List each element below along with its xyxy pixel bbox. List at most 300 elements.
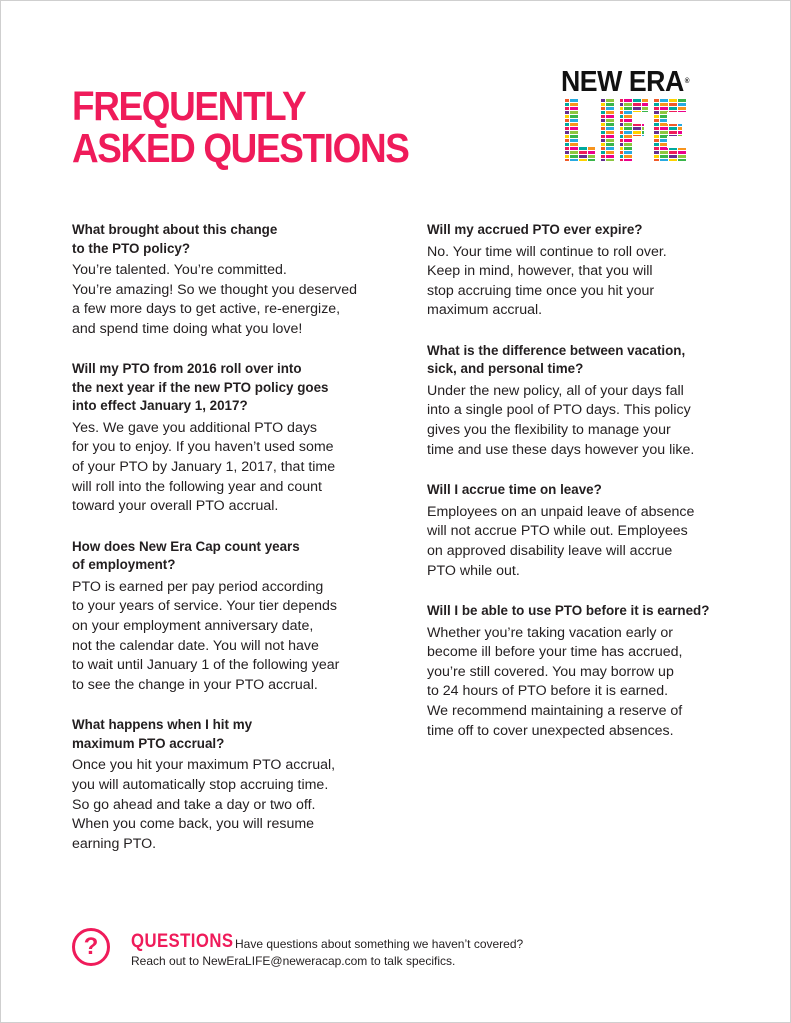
logo-word-block <box>669 103 677 106</box>
logo-word-block <box>570 131 578 134</box>
logo-word-block <box>651 135 659 138</box>
faq-item <box>72 221 372 339</box>
logo-word-block <box>597 107 605 110</box>
logo-word-block <box>660 159 668 162</box>
logo-word-block <box>570 111 578 114</box>
logo-word-block <box>561 127 569 130</box>
faq-answer-line: Yes. We gave you additional PTO days <box>72 419 318 436</box>
footer-heading: QUESTIONS <box>131 931 234 952</box>
faq-question-line: Will I accrue time on leave? <box>427 482 602 498</box>
logo-word-block <box>606 111 614 114</box>
logo-word-block <box>579 143 587 146</box>
logo-word-block <box>642 135 650 138</box>
logo-word-block <box>597 127 605 130</box>
logo-word-block <box>624 123 632 126</box>
logo-word-block <box>633 127 641 130</box>
logo-word-block <box>678 155 686 158</box>
logo-word-block <box>687 119 695 122</box>
logo-word-block <box>597 155 605 158</box>
faq-answer-line: toward your overall PTO accrual. <box>72 498 279 515</box>
logo-word-block <box>606 99 614 102</box>
faq-answer-line: When you come back, you will resume <box>72 816 315 833</box>
logo-word-block <box>660 103 668 106</box>
faq-answer-line: on approved disability leave will accrue <box>427 542 673 559</box>
logo-word-block <box>570 107 578 110</box>
faq-question-line: Will my accrued PTO ever expire? <box>427 222 643 237</box>
logo-word-block <box>669 155 677 158</box>
logo-word-block <box>651 103 659 106</box>
logo-word-block <box>660 123 668 126</box>
faq-answer <box>427 624 727 742</box>
footer-contact-text: Reach out to NewEraLIFE@neweracap.com to talk specifics. <box>131 954 456 968</box>
logo-word-block <box>651 115 659 118</box>
logo-word-block <box>651 131 659 134</box>
logo-word-block <box>579 135 587 138</box>
logo-word-block <box>660 135 668 138</box>
logo-word-block <box>588 99 596 102</box>
logo-word-block <box>687 159 695 162</box>
logo-word-block <box>561 135 569 138</box>
logo-word-block <box>615 131 623 134</box>
logo-word-block <box>597 143 605 146</box>
logo-word-block <box>687 127 695 130</box>
logo-word-block <box>678 115 686 118</box>
faq-item <box>72 360 372 516</box>
logo-word-block <box>633 151 641 154</box>
logo-word-block <box>642 159 650 162</box>
logo-word-block <box>678 111 686 114</box>
logo-word-block <box>687 135 695 138</box>
logo-word-block <box>606 103 614 106</box>
logo-word-block <box>597 135 605 138</box>
faq-answer <box>427 382 727 460</box>
logo-word-block <box>561 107 569 110</box>
faq-answer-line: time off to cover unexpected absences. <box>427 722 674 739</box>
logo-word-block <box>678 135 686 138</box>
faq-answer-line: will not accrue PTO while out. Employees <box>427 523 688 540</box>
faq-answer-line: No. Your time will continue to roll over. <box>427 243 667 260</box>
logo-word-block <box>597 147 605 150</box>
faq-answer-line: You’re talented. You’re committed. <box>72 262 287 278</box>
logo-word-block <box>597 119 605 122</box>
faq-answer-line: PTO while out. <box>427 562 520 579</box>
logo-word-block <box>615 99 623 102</box>
logo-word-block <box>633 103 641 106</box>
logo-word-block <box>633 139 641 142</box>
faq-answer-line: to wait until January 1 of the following year <box>72 657 340 674</box>
logo-word-block <box>687 147 695 150</box>
faq-answer-line: into a single pool of PTO days. This policy <box>427 402 691 419</box>
faq-answer-line: will roll into the following year and count <box>72 478 322 495</box>
faq-question <box>427 602 727 621</box>
logo-word-block <box>660 119 668 122</box>
logo-word-block <box>669 119 677 122</box>
logo-word-block <box>579 103 587 106</box>
logo-word-block <box>687 139 695 142</box>
logo-word-block <box>660 107 668 110</box>
faq-item <box>427 342 727 460</box>
logo-word-block <box>579 159 587 162</box>
logo-word-block <box>651 139 659 142</box>
faq-answer <box>72 578 372 696</box>
logo-word-block <box>642 119 650 122</box>
faq-answer-line: gives you the flexibility to manage your <box>427 422 671 439</box>
faq-answer <box>427 243 727 321</box>
logo-word-block <box>651 151 659 154</box>
logo-word-block <box>624 99 632 102</box>
faq-answer-line: We recommend maintaining a reserve of <box>427 703 683 719</box>
logo-word-block <box>588 143 596 146</box>
logo-word-block <box>597 115 605 118</box>
logo-word-block <box>597 99 605 102</box>
faq-answer-line: stop accruing time once you hit your <box>427 282 655 299</box>
logo-word-block <box>633 135 641 138</box>
logo-word-block <box>624 135 632 138</box>
logo-word-block <box>642 143 650 146</box>
logo-word-block <box>633 159 641 162</box>
logo-word-block <box>615 119 623 122</box>
logo-word-block <box>588 123 596 126</box>
logo-word-block <box>588 147 596 150</box>
logo-word-block <box>678 139 686 142</box>
logo-word-block <box>660 99 668 102</box>
faq-answer-line: You’re amazing! So we thought you deserved <box>72 281 357 298</box>
logo-word-block <box>633 155 641 158</box>
logo-word-block <box>678 143 686 146</box>
page-title-line: ASKED QUESTIONS <box>72 125 409 171</box>
faq-question-line: Will I be able to use PTO before it is earned? <box>427 603 710 619</box>
logo-word-block <box>570 139 578 142</box>
logo-word-block <box>642 147 650 150</box>
faq-question <box>72 221 372 258</box>
logo-word-block <box>624 143 632 146</box>
faq-answer-line: and spend time doing what you love! <box>72 320 303 337</box>
faq-answer-line: Once you hit your maximum PTO accrual, <box>72 757 336 774</box>
logo-word-block <box>660 155 668 158</box>
faq-answer-line: So go ahead and take a day or two off. <box>72 796 316 813</box>
logo-word-block <box>597 151 605 154</box>
logo-word-block <box>687 123 695 126</box>
logo-word-block <box>687 151 695 154</box>
logo-word-block <box>678 159 686 162</box>
logo-word-block <box>660 127 668 130</box>
logo-word-block <box>579 99 587 102</box>
faq-item <box>427 602 727 741</box>
logo-word-block <box>624 107 632 110</box>
faq-item <box>427 221 727 321</box>
logo-word-block <box>615 127 623 130</box>
logo-word-block <box>597 139 605 142</box>
logo-word-block <box>588 119 596 122</box>
logo-word-block <box>687 115 695 118</box>
faq-question-line: of employment? <box>72 557 176 573</box>
logo-word-block <box>624 147 632 150</box>
logo-word-block <box>588 155 596 158</box>
logo-word-block <box>660 115 668 118</box>
logo-word-block <box>615 159 623 162</box>
logo-word-block <box>588 115 596 118</box>
faq-item <box>72 716 372 854</box>
logo-word-block <box>588 139 596 142</box>
logo-word-block <box>570 119 578 122</box>
logo-word-block <box>606 151 614 154</box>
faq-right-column <box>427 221 727 762</box>
logo-word-block <box>615 115 623 118</box>
faq-question <box>72 360 372 416</box>
logo-word-block <box>570 99 578 102</box>
logo-word-block <box>606 115 614 118</box>
logo-word-block <box>660 147 668 150</box>
logo-word-block <box>561 111 569 114</box>
logo-word-block <box>633 123 641 126</box>
faq-answer-line: PTO is earned per pay period according <box>72 578 324 595</box>
logo-word-block <box>579 147 587 150</box>
logo-word-block <box>615 151 623 154</box>
logo-word-block <box>561 99 569 102</box>
faq-question-line: to the PTO policy? <box>72 240 191 256</box>
logo-word-block <box>570 123 578 126</box>
logo-word-block <box>669 111 677 114</box>
logo-word-block <box>669 107 677 110</box>
faq-answer-line: Whether you’re taking vacation early or <box>427 624 674 641</box>
logo-word-block <box>561 147 569 150</box>
logo-word-block <box>660 151 668 154</box>
logo-word-block <box>624 103 632 106</box>
logo-word-block <box>669 127 677 130</box>
logo-word-block <box>615 155 623 158</box>
faq-question-line: the next year if the new PTO policy goes <box>72 379 329 395</box>
faq-answer-line: Keep in mind, however, that you will <box>427 263 653 280</box>
logo-word-block <box>606 119 614 122</box>
logo-word-block <box>642 107 650 110</box>
logo-word-block <box>633 111 641 114</box>
logo-word-block <box>651 155 659 158</box>
faq-question <box>427 342 727 379</box>
logo-word-block <box>669 99 677 102</box>
life-wordcloud-icon <box>561 67 703 167</box>
question-mark-circle-icon: ? <box>72 928 110 966</box>
logo-word-block <box>669 115 677 118</box>
logo-word-block <box>642 131 650 134</box>
logo-word-block <box>615 139 623 142</box>
logo-word-block <box>633 107 641 110</box>
logo-word-block <box>561 159 569 162</box>
faq-answer-line: Under the new policy, all of your days fall <box>427 382 684 399</box>
logo-word-block <box>642 99 650 102</box>
logo-word-block <box>570 103 578 106</box>
logo-word-block <box>687 143 695 146</box>
logo-word-block <box>579 131 587 134</box>
logo-word-block <box>687 111 695 114</box>
faq-question-line: maximum PTO accrual? <box>72 735 225 751</box>
faq-question-line: sick, and personal time? <box>427 361 584 377</box>
logo-word-block <box>606 127 614 130</box>
logo-word-block <box>642 123 650 126</box>
logo-word-block <box>579 107 587 110</box>
logo-word-block <box>570 155 578 158</box>
logo-word-block <box>561 115 569 118</box>
logo-word-block <box>678 131 686 134</box>
logo-word-block <box>678 127 686 130</box>
questions-footer <box>72 928 712 972</box>
logo-word-block <box>651 143 659 146</box>
logo-word-block <box>651 127 659 130</box>
logo-word-block <box>651 159 659 162</box>
logo-word-block <box>579 139 587 142</box>
logo-word-block <box>624 151 632 154</box>
logo-word-block <box>588 111 596 114</box>
faq-answer <box>72 419 372 517</box>
logo-word-block <box>669 123 677 126</box>
logo-word-block <box>624 155 632 158</box>
faq-item <box>427 481 727 581</box>
logo-word-block <box>624 127 632 130</box>
faq-question <box>72 538 372 575</box>
faq-answer-line: for you to enjoy. If you haven’t used some <box>72 439 334 456</box>
faq-left-column <box>72 221 372 875</box>
logo-word-block <box>660 131 668 134</box>
logo-word-block <box>651 107 659 110</box>
logo-word-block <box>642 155 650 158</box>
logo-word-block <box>561 123 569 126</box>
logo-word-block <box>579 123 587 126</box>
faq-answer-line: of your PTO by January 1, 2017, that time <box>72 459 336 476</box>
logo-word-block <box>624 115 632 118</box>
faq-question <box>72 716 372 753</box>
logo-word-block <box>678 123 686 126</box>
faq-question <box>427 221 727 240</box>
logo-word-block <box>678 103 686 106</box>
logo-word-block <box>633 115 641 118</box>
logo-word-block <box>588 107 596 110</box>
logo-word-block <box>669 159 677 162</box>
logo-word-block <box>615 123 623 126</box>
logo-word-block <box>570 159 578 162</box>
logo-word-block <box>570 115 578 118</box>
logo-word-block <box>606 107 614 110</box>
logo-word-block <box>579 119 587 122</box>
logo-word-block <box>615 103 623 106</box>
faq-answer-line: you will automatically stop accruing time. <box>72 777 329 793</box>
logo-word-block <box>570 127 578 130</box>
logo-word-block <box>633 99 641 102</box>
logo-word-block <box>597 159 605 162</box>
logo-word-block <box>588 159 596 162</box>
logo-word-block <box>633 147 641 150</box>
logo-word-block <box>615 143 623 146</box>
page-title <box>72 85 409 169</box>
logo-word-block <box>624 159 632 162</box>
logo-word-block <box>570 151 578 154</box>
logo-word-block <box>579 111 587 114</box>
logo-word-block <box>597 131 605 134</box>
logo-word-block <box>678 119 686 122</box>
logo-word-block <box>678 107 686 110</box>
logo-word-block <box>678 147 686 150</box>
logo-word-block <box>588 127 596 130</box>
logo-word-block <box>687 107 695 110</box>
logo-word-block <box>678 99 686 102</box>
faq-answer-line: to see the change in your PTO accrual. <box>72 676 318 693</box>
faq-question-line: What is the difference between vacation, <box>427 342 686 358</box>
logo-word-block <box>642 111 650 114</box>
logo-word-block <box>606 143 614 146</box>
faq-answer-line: a few more days to get active, re-energize, <box>72 301 341 318</box>
logo-word-block <box>624 139 632 142</box>
logo-word-block <box>669 139 677 142</box>
logo-word-block <box>606 155 614 158</box>
logo-word-block <box>651 147 659 150</box>
logo-word-block <box>642 127 650 130</box>
logo-word-block <box>669 135 677 138</box>
logo-word-block <box>624 119 632 122</box>
logo-word-block <box>588 151 596 154</box>
logo-word-block <box>561 151 569 154</box>
logo-word-block <box>669 151 677 154</box>
logo-word-block <box>588 103 596 106</box>
logo-word-block <box>687 131 695 134</box>
logo-word-block <box>642 151 650 154</box>
logo-word-block <box>606 135 614 138</box>
faq-question-line: Will my PTO from 2016 roll over into <box>72 361 302 377</box>
faq-answer-line: time and use these days however you like. <box>427 441 695 458</box>
logo-word-block <box>660 139 668 142</box>
logo-brand-text: NEW ERA® <box>561 66 689 98</box>
logo-word-block <box>651 119 659 122</box>
logo-word-block <box>588 135 596 138</box>
logo-word-block <box>660 143 668 146</box>
faq-question <box>427 481 727 500</box>
faq-item <box>72 538 372 696</box>
faq-question-line: What brought about this change <box>72 222 278 237</box>
logo-word-block <box>561 131 569 134</box>
faq-question-line: How does New Era Cap count years <box>72 538 300 554</box>
logo-word-block <box>561 155 569 158</box>
logo-word-block <box>579 127 587 130</box>
logo-word-block <box>687 155 695 158</box>
logo-word-block <box>687 103 695 106</box>
logo-word-block <box>561 119 569 122</box>
logo-word-block <box>606 131 614 134</box>
faq-answer <box>72 261 372 339</box>
logo-word-block <box>561 139 569 142</box>
logo-word-block <box>615 107 623 110</box>
logo-word-block <box>687 99 695 102</box>
logo-word-block <box>651 111 659 114</box>
logo-word-block <box>633 143 641 146</box>
logo-word-block <box>561 143 569 146</box>
logo-word-block <box>651 123 659 126</box>
faq-answer <box>427 503 727 581</box>
logo-word-block <box>633 119 641 122</box>
logo-word-block <box>642 103 650 106</box>
faq-answer-line: you’re still covered. You may borrow up <box>427 663 674 680</box>
logo-word-block <box>579 155 587 158</box>
logo-word-block <box>669 131 677 134</box>
logo-word-block <box>579 151 587 154</box>
logo-word-block <box>597 123 605 126</box>
faq-answer-line: to your years of service. Your tier depends <box>72 598 337 615</box>
logo-word-block <box>633 131 641 134</box>
logo-word-block <box>597 111 605 114</box>
faq-answer-line: to 24 hours of PTO before it is earned. <box>427 683 669 700</box>
logo-word-block <box>615 135 623 138</box>
logo-word-block <box>615 147 623 150</box>
logo-word-block <box>642 139 650 142</box>
logo-word-block <box>606 139 614 142</box>
logo-word-block <box>570 143 578 146</box>
logo-word-block <box>642 115 650 118</box>
